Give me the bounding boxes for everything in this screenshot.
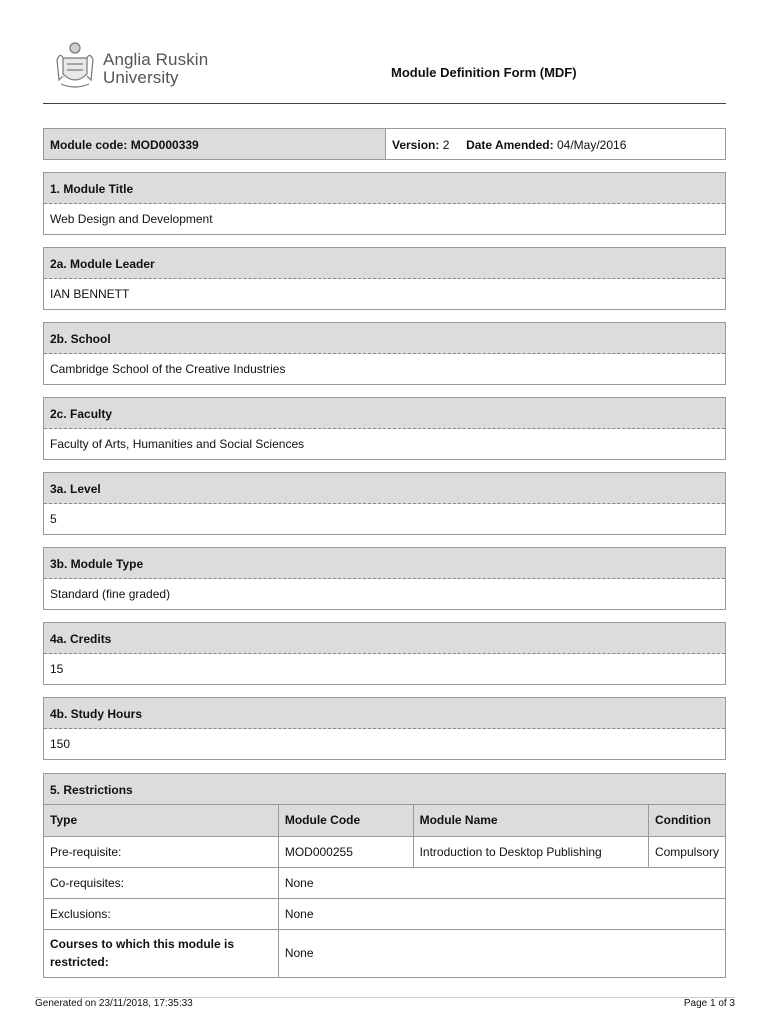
section-value: 150 (50, 737, 71, 751)
page-footer (35, 997, 735, 1009)
courses-type (44, 929, 278, 977)
section-heading: 2b. School (44, 323, 725, 354)
section-study-hours (43, 697, 726, 760)
table-row (44, 867, 725, 898)
section-value: Faculty of Arts, Humanities and Social Sciences (50, 437, 305, 451)
section-module-type (43, 547, 726, 610)
module-code-row (43, 128, 726, 160)
restrictions-table (44, 805, 725, 977)
generated-timestamp: Generated on 23/11/2018, 17:35:33 (35, 998, 193, 1009)
coreq-type: Co-requisites: (44, 867, 278, 898)
section-value: Standard (fine graded) (50, 587, 171, 601)
section-value: Web Design and Development (50, 212, 213, 226)
section-value: 15 (50, 662, 64, 676)
section-heading: 5. Restrictions (44, 774, 725, 805)
table-row (44, 836, 725, 867)
prereq-name: Introduction to Desktop Publishing (413, 836, 648, 867)
prereq-condition: Compulsory (648, 836, 725, 867)
column-header-module-code: Module Code (278, 805, 413, 836)
section-heading: 3a. Level (44, 473, 725, 504)
version-date-cell (386, 129, 725, 159)
logo-text-line2: University (103, 68, 179, 87)
exclusions-type: Exclusions: (44, 898, 278, 929)
section-credits (43, 622, 726, 685)
table-row (44, 929, 725, 977)
logo-text-line1: Anglia Ruskin (103, 50, 209, 69)
table-row (44, 898, 725, 929)
section-school (43, 322, 726, 385)
module-code-value: MOD000339 (130, 138, 199, 152)
prereq-type: Pre-requisite: (44, 836, 278, 867)
coreq-value: None (278, 867, 725, 898)
form-title: Module Definition Form (MDF) (391, 65, 577, 80)
crest-icon (55, 40, 95, 90)
section-value: Cambridge School of the Creative Industries (50, 362, 286, 376)
module-code-label: Module code: (50, 138, 128, 152)
section-module-title (43, 172, 726, 235)
section-heading: 3b. Module Type (44, 548, 725, 579)
section-level (43, 472, 726, 535)
section-restrictions (43, 773, 726, 978)
section-faculty (43, 397, 726, 460)
version-label: Version: (392, 138, 440, 152)
section-heading: 4a. Credits (44, 623, 725, 654)
date-amended-label: Date Amended: (466, 138, 554, 152)
courses-type-line1: Courses to which this module is (50, 937, 235, 952)
column-header-condition: Condition (648, 805, 725, 836)
column-header-module-name: Module Name (413, 805, 648, 836)
date-amended-value: 04/May/2016 (556, 138, 627, 152)
column-header-type: Type (44, 805, 278, 836)
version-value: 2 (442, 138, 450, 152)
section-heading: 4b. Study Hours (44, 698, 725, 729)
section-heading: 1. Module Title (44, 173, 725, 204)
section-value: IAN BENNETT (50, 287, 130, 301)
module-code-cell (44, 129, 386, 159)
section-module-leader (43, 247, 726, 310)
section-heading: 2c. Faculty (44, 398, 725, 429)
table-header-row (44, 805, 725, 836)
section-heading: 2a. Module Leader (44, 248, 725, 279)
page-number: Page 1 of 3 (683, 998, 735, 1009)
section-value: 5 (50, 512, 57, 526)
exclusions-value: None (278, 898, 725, 929)
university-logo (55, 40, 225, 92)
courses-type-line2: restricted: (50, 955, 109, 970)
prereq-code: MOD000255 (278, 836, 413, 867)
courses-value: None (278, 929, 725, 977)
document-header (43, 34, 726, 104)
